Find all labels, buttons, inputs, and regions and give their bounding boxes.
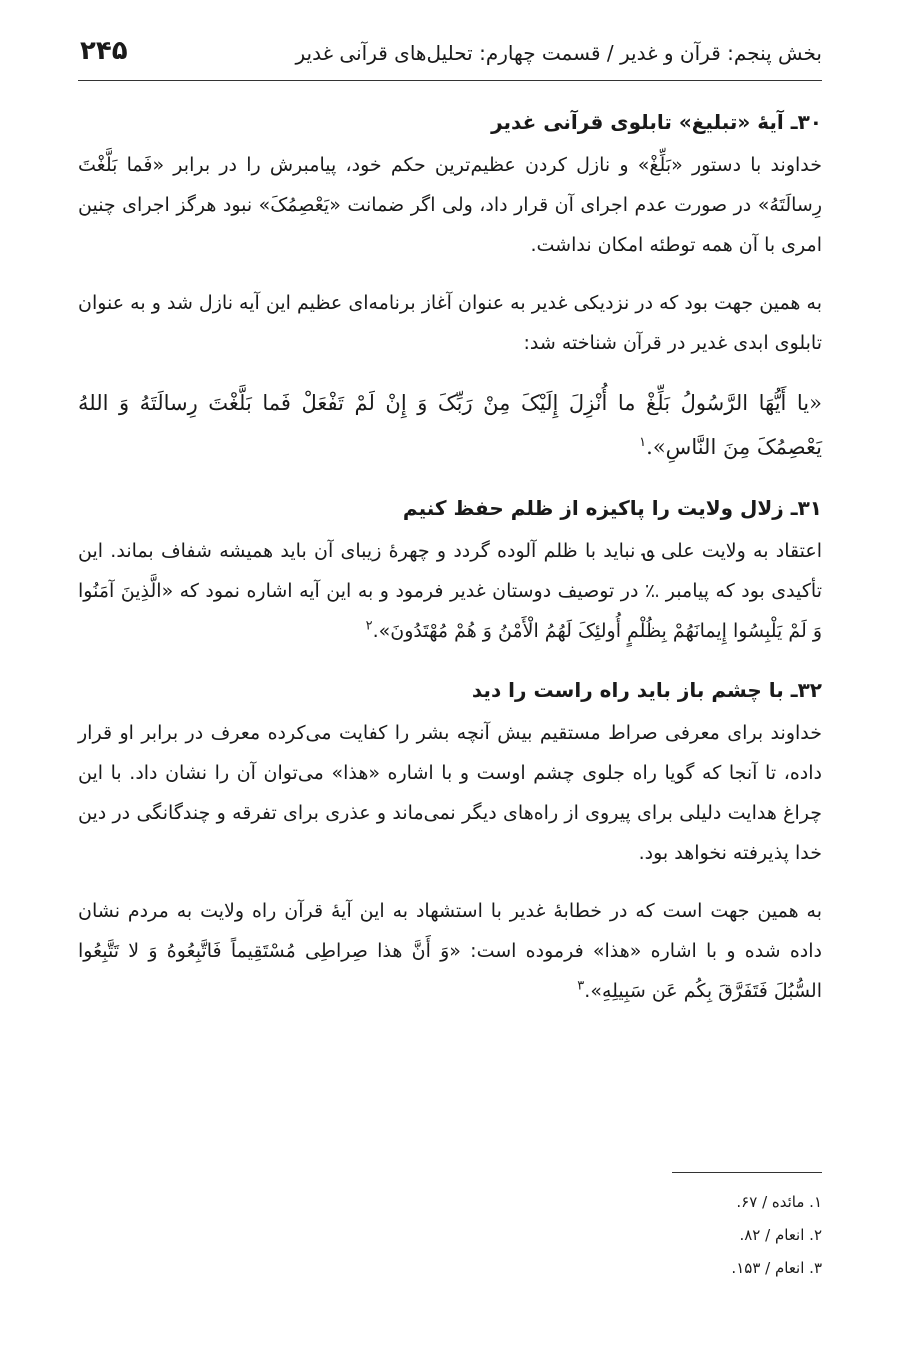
paragraph: [78, 891, 822, 1011]
page-number: ۲۴۵: [80, 36, 128, 66]
page-header: [78, 30, 822, 80]
footnote-divider: [672, 1172, 822, 1173]
section-heading: ۳۱ـ زلال ولایت را پاکیزه از ظلم حفظ کنیم: [402, 496, 822, 520]
paragraph: [78, 531, 822, 651]
footnote-item: ۲. انعام / ۸۲.: [739, 1226, 822, 1244]
section-32: [78, 673, 822, 1011]
paragraph: خداوند برای معرفی صراط مستقیم بیش آنچه بشر را کفایت می‌کرده معرف در برابر او قرار داده، تا آنجا که گویا راه جلوی چشم اوست و با اشاره «هذا» می‌توان آن را نشان داد. با این چراغ هدایت دلیلی برای پیروی از راه‌های دیگر نمی‌ماند و عذری برای تفرقه و چندگانگی در دین خدا پذیرفته نخواهد بود.: [78, 722, 822, 864]
paragraph: به همین جهت بود که در نزدیکی غدیر به عنوان آغاز برنامه‌ای عظیم این آیه نازل شد و به عنوان تابلوی ابدی غدیر در قرآن شناخته شد:: [78, 292, 822, 354]
footnotes: [78, 1186, 822, 1285]
footnote-reference[interactable]: ۲: [365, 618, 373, 634]
section-30: [78, 105, 822, 469]
paragraph-text: اعتقاد به ولایت علی ؈ نباید با ظلم آلوده گردد و چهرهٔ زیبای آن باید همیشه شفاف بماند. این تأکیدی بود که پیامبر ؉ در توصیف دوستان غدیر فرمود و به این آیه اشاره نمود که «الَّذِینَ آمَنُوا وَ لَمْ یَلْبِسُوا إِیمانَهُمْ بِظُلْمٍ أُولئِکَ لَهُمُ الْأَمْنُ وَ هُمْ مُهْتَدُونَ».: [78, 540, 822, 642]
footnote-reference[interactable]: ۳: [577, 978, 585, 994]
main-content: [78, 105, 822, 1033]
section-heading: ۳۰ـ آیهٔ «تبلیغ» تابلوی قرآنی غدیر: [491, 110, 822, 134]
footnote-item: ۱. مائده / ۶۷.: [736, 1193, 822, 1211]
paragraph-text: به همین جهت است که در خطابهٔ غدیر با استشهاد به این آیهٔ قرآن راه ولایت به مردم نشان داده شده و با اشاره «هذا» فرموده است: «وَ أَنَّ هذا صِراطِی مُسْتَقِیماً فَاتَّبِعُوهُ وَ لا تَتَّبِعُوا السُّبُلَ فَتَفَرَّقَ بِکُم عَن سَبِیلِهِ».: [78, 900, 822, 1002]
section-heading: ۳۲ـ با چشم باز باید راه راست را دید: [471, 678, 822, 702]
footnote-reference[interactable]: ۱: [639, 435, 647, 450]
section-31: [78, 491, 822, 651]
footnote-item: ۳. انعام / ۱۵۳.: [731, 1259, 822, 1277]
running-title: بخش پنجم: قرآن و غدیر / قسمت چهارم: تحلیل‌های قرآنی غدیر: [295, 41, 822, 65]
header-divider: [78, 80, 822, 81]
verse-text: «یا أَیُّهَا الرَّسُولُ بَلِّغْ ما أُنْزِلَ إِلَیْکَ مِنْ رَبِّکَ وَ إِنْ لَمْ تَفْعَلْ فَما بَلَّغْتَ رِسالَتَهُ وَ اللهُ یَعْصِمُکَ مِنَ النَّاسِ».: [78, 391, 822, 459]
paragraph: خداوند با دستور «بَلِّغْ» و نازل کردن عظیم‌ترین حکم خود، پیامبرش را در برابر «فَما بَلَّغْتَ رِسالَتَهُ» در صورت عدم اجرای آن قرار داد، ولی اگر ضمانت «یَعْصِمُکَ» نبود هرگز اجرای چنین امری با آن همه توطئه امکان نداشت.: [78, 154, 822, 256]
quran-verse: [78, 381, 822, 469]
